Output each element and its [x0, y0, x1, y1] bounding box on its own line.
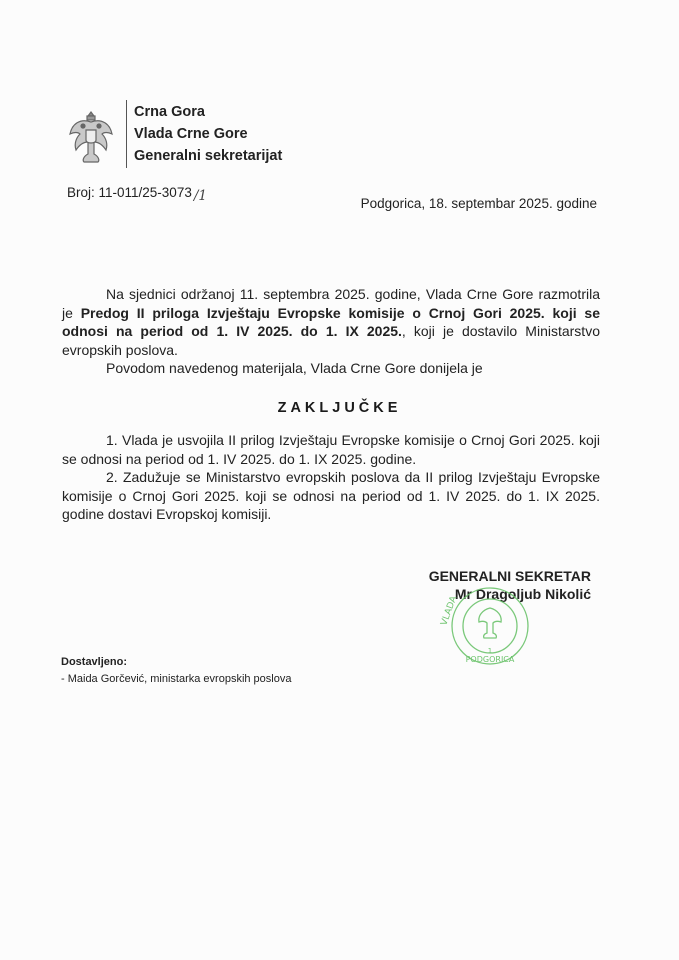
conclusion-item-2: 2. Zadužuje se Ministarstvo evropskih poslova da II prilog Izvještaju Evropske komisije o Crnoj Gori 2025. koji se odnosi na period od 1. IV 2025. do 1. IX 2025. godine dostavi Evropskoj komisiji.	[62, 469, 600, 522]
conclusions-title: ZAKLJUČKE	[277, 400, 402, 416]
coat-of-arms-icon	[66, 108, 116, 166]
header-divider	[126, 100, 127, 168]
reference-number: Broj: 11-011/25-3073 /1	[67, 185, 207, 204]
delivered-recipient: - Maida Gorčević, ministarka evropskih poslova	[61, 673, 292, 685]
paragraph-intro: Na sjednici održanoj 11. septembra 2025. godine, Vlada Crne Gore razmotrila je Predog II priloga Izvještaju Evropske komisije o Crnoj Gori 2025. koji se odnosi na period od 1. IV 2025. do 1. IX 2025., koji je dostavilo Ministarstvo evropskih poslova.	[62, 286, 600, 358]
signature-name: Mr Dragoljub Nikolić	[454, 586, 591, 602]
conclusion-item-1: 1. Vlada je usvojila II prilog Izvještaju Evropske komisije o Crnoj Gori 2025. koji se odnosi na period od 1. IV 2025. do 1. IX 2025. godine.	[62, 432, 600, 467]
header-office: Generalni sekretarijat	[134, 148, 283, 164]
official-stamp	[432, 586, 548, 668]
signature-role: GENERALNI SEKRETAR	[428, 568, 591, 584]
place-date: Podgorica, 18. septembar 2025. godine	[360, 196, 597, 211]
agenda-item-bold: Predog II priloga Izvještaju Evropske komisije o Crnoj Gori 2025. koji se odnosi na period od 1. IV 2025. do 1. IX 2025.	[62, 304, 600, 339]
delivered-label: Dostavljeno:	[61, 656, 128, 668]
stamp-text-top: VLADA	[439, 594, 460, 628]
header-country: Crna Gora	[134, 104, 205, 120]
stamp-text-bottom: PODGORICA	[465, 655, 515, 664]
stamp-number: 1	[487, 647, 493, 655]
paragraph-decision: Povodom navedenog materijala, Vlada Crne Gore donijela je	[106, 360, 483, 376]
header-government: Vlada Crne Gore	[134, 126, 248, 142]
handwritten-mark: /1	[193, 188, 207, 204]
